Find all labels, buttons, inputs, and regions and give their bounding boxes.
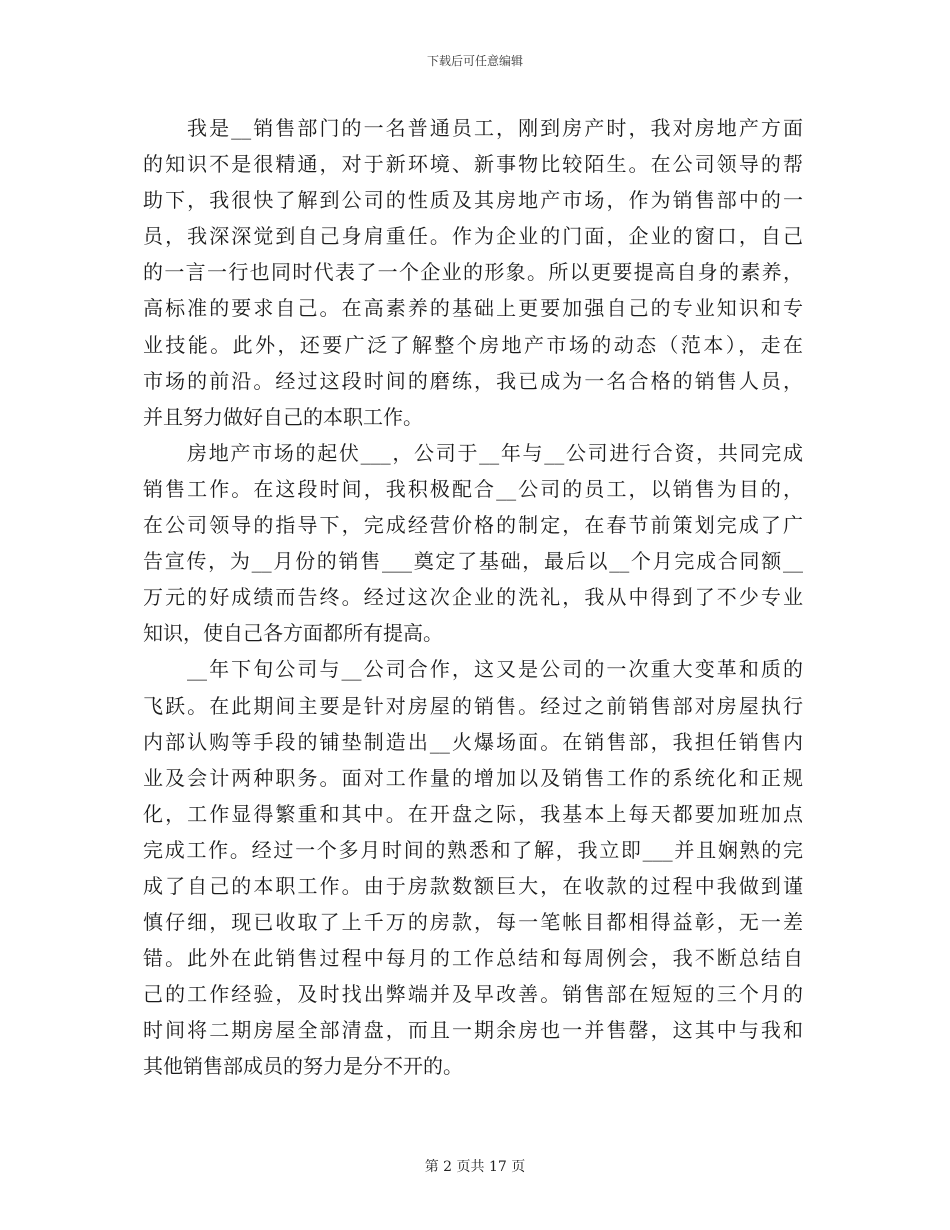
paragraph-line: 完成工作。经过一个多月时间的熟悉和了解，我立即___并且娴熟的完 (143, 837, 803, 862)
paragraph-line: 其他销售部成员的努力是分不开的。 (143, 1054, 463, 1079)
paragraph-line: 飞跃。在此期间主要是针对房屋的销售。经过之前销售部对房屋执行 (143, 693, 803, 718)
paragraph-line: 业及会计两种职务。面对工作量的增加以及销售工作的系统化和正规 (143, 765, 803, 790)
paragraph-line: 万元的好成绩而告终。经过这次企业的洗礼，我从中得到了不少专业 (143, 585, 803, 610)
paragraph-line: 我是__销售部门的一名普通员工，刚到房产时，我对房地产方面 (187, 116, 803, 140)
paragraph-line: 化，工作显得繁重和其中。在开盘之际，我基本上每天都要加班加点 (143, 801, 803, 826)
paragraph-line: __年下旬公司与__公司合作，这又是公司的一次重大变革和质的 (187, 657, 803, 682)
paragraph-line: 在公司领导的指导下，完成经营价格的制定，在春节前策划完成了广 (143, 513, 803, 538)
paragraph-line: 销售工作。在这段时间，我积极配合__公司的员工，以销售为目的， (143, 476, 803, 501)
paragraph-line: 时间将二期房屋全部清盘，而且一期余房也一并售罄，这其中与我和 (143, 1018, 803, 1043)
paragraph-line: 业技能。此外，还要广泛了解整个房地产市场的动态（范本），走在 (143, 332, 803, 357)
paragraph-line: 内部认购等手段的铺垫制造出__火爆场面。在销售部，我担任销售内 (143, 729, 803, 754)
paragraph-line: 助下，我很快了解到公司的性质及其房地产市场，作为销售部中的一 (143, 188, 803, 213)
paragraph-line: 告宣传，为__月份的销售___奠定了基础，最后以__个月完成合同额__ (143, 549, 803, 574)
page-number-footer: 第 2 页共 17 页 (424, 1159, 526, 1175)
paragraph-line: 员，我深深觉到自己身肩重任。作为企业的门面，企业的窗口，自己 (143, 224, 803, 249)
paragraph-line: 并且努力做好自己的本职工作。 (143, 404, 423, 429)
paragraph-line: 房地产市场的起伏___，公司于__年与__公司进行合资，共同完成 (187, 440, 803, 465)
paragraph-line: 知识，使自己各方面都所有提高。 (143, 621, 443, 646)
paragraph-line: 高标准的要求自己。在高素养的基础上更要加强自己的专业知识和专 (143, 296, 803, 321)
paragraph-line: 的一言一行也同时代表了一个企业的形象。所以更要提高自身的素养， (143, 260, 803, 285)
paragraph-line: 市场的前沿。经过这段时间的磨练，我已成为一名合格的销售人员， (143, 368, 803, 393)
paragraph-line: 错。此外在此销售过程中每月的工作总结和每周例会，我不断总结自 (143, 946, 803, 971)
paragraph-line: 的知识不是很精通，对于新环境、新事物比较陌生。在公司领导的帮 (143, 152, 803, 177)
paragraph-line: 慎仔细，现已收取了上千万的房款，每一笔帐目都相得益彰，无一差 (143, 910, 803, 935)
paragraph-2 (143, 435, 803, 652)
paragraph-3 (143, 651, 803, 1084)
page-header: 下载后可任意编辑 (426, 54, 523, 68)
document-body (143, 110, 803, 1085)
paragraph-line: 成了自己的本职工作。由于房款数额巨大，在收款的过程中我做到谨 (143, 873, 803, 898)
paragraph-line: 己的工作经验，及时找出弊端并及早改善。销售部在短短的三个月的 (143, 982, 803, 1007)
paragraph-1 (143, 110, 803, 435)
